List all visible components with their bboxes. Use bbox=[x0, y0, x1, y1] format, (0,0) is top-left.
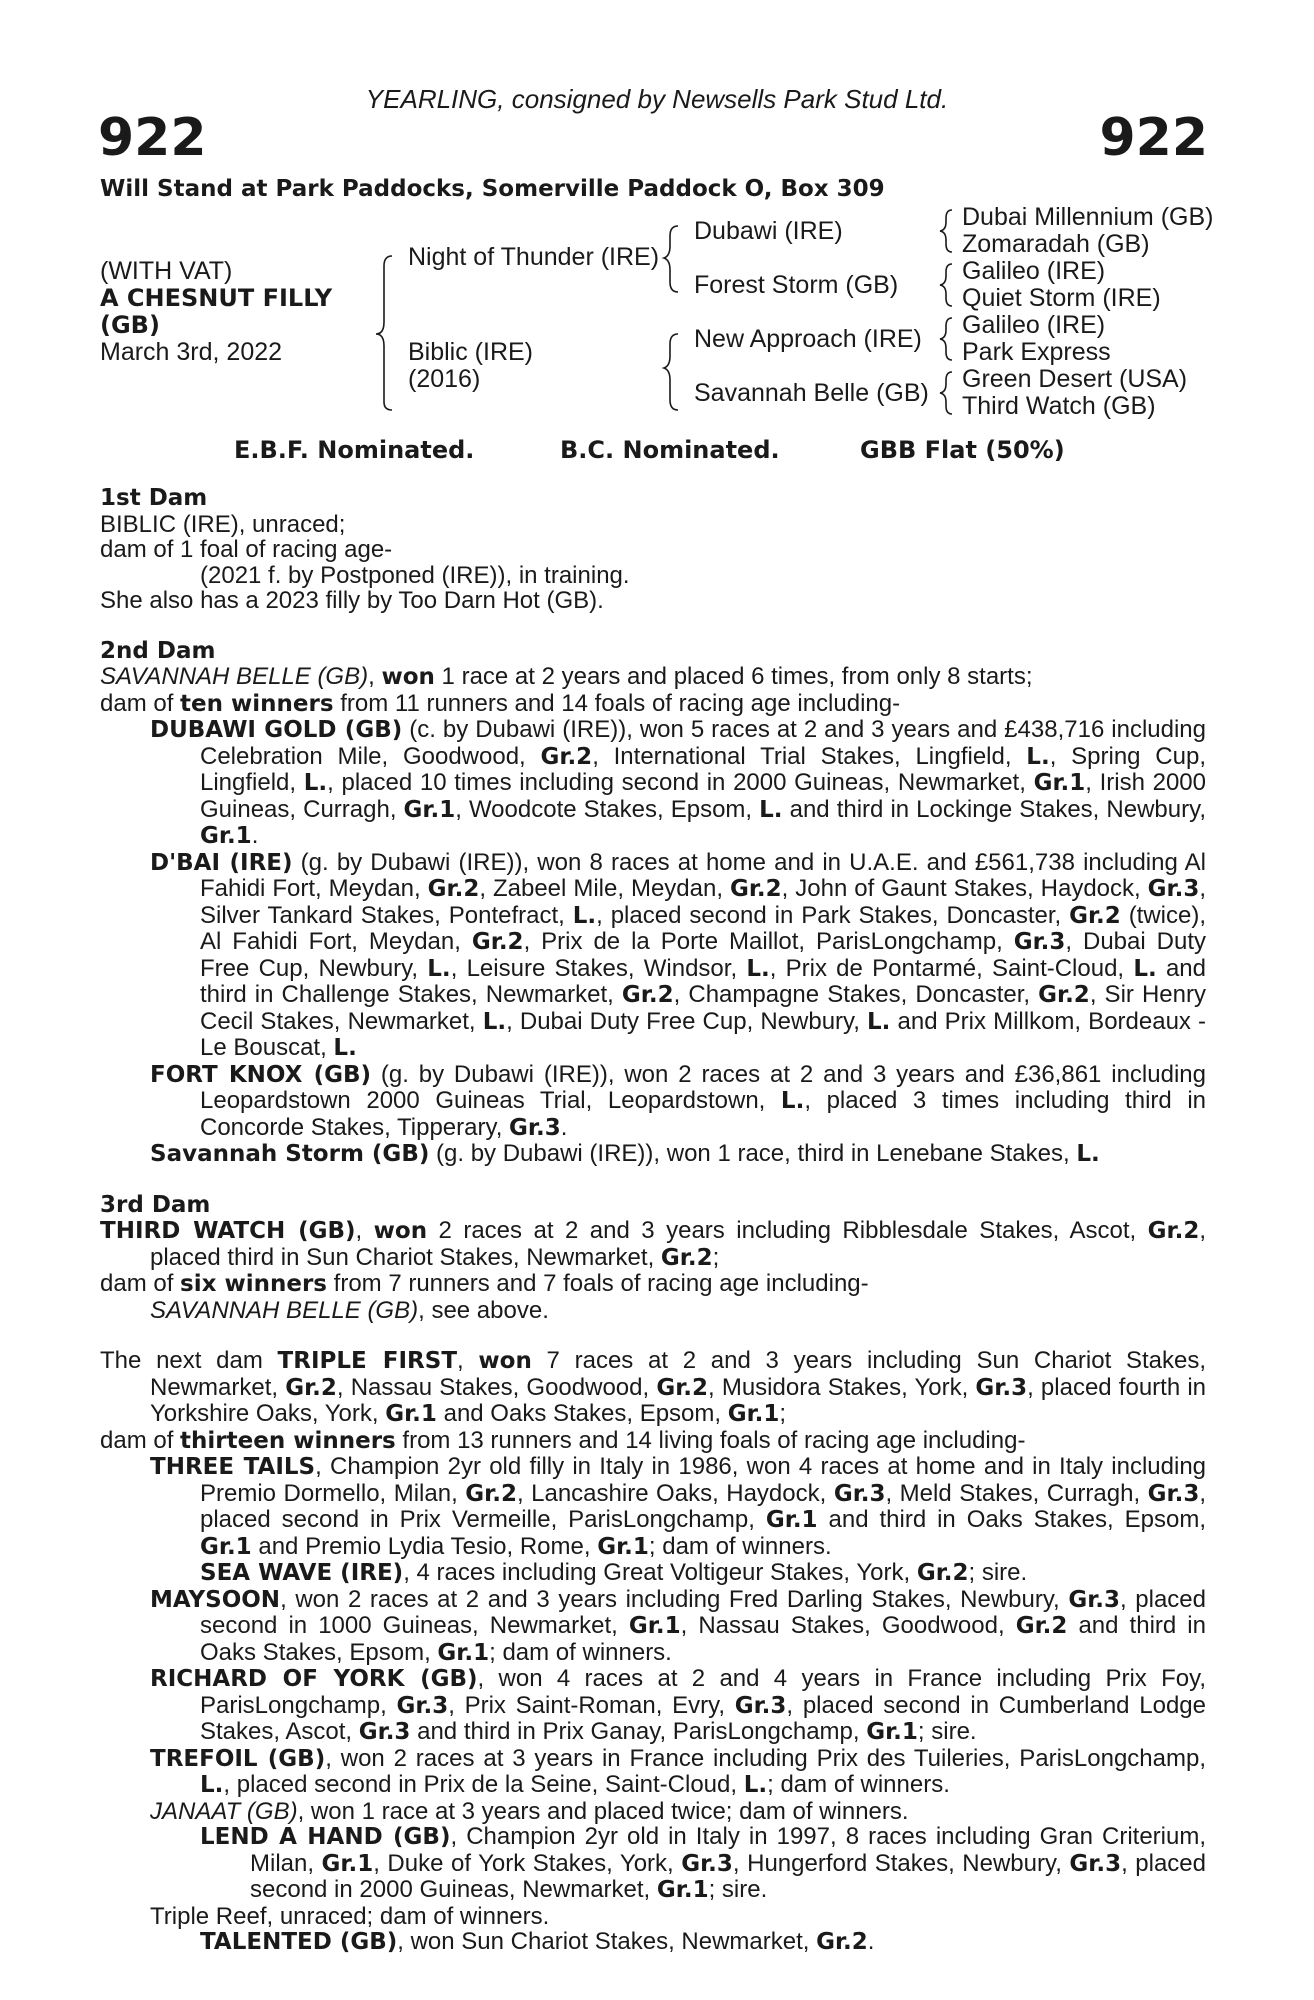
bold-text: THIRD WATCH (GB) bbox=[100, 1218, 356, 1244]
text-run: , Silver Tankard Stakes, Pontefract, bbox=[200, 875, 1207, 929]
bold-text: L. bbox=[1076, 1141, 1100, 1167]
bold-text: Gr.3 bbox=[358, 1719, 411, 1745]
text-run: ; dam of winners. bbox=[489, 1638, 672, 1666]
text-run: ; sire. bbox=[968, 1559, 1028, 1586]
bold-text: L. bbox=[303, 770, 328, 796]
text-run: , Prix de la Porte Maillot, ParisLongchamp, bbox=[523, 928, 1014, 955]
bold-text: 2nd Dam bbox=[100, 637, 216, 664]
bold-text: won bbox=[373, 1218, 428, 1244]
italic-text: SAVANNAH BELLE (GB) bbox=[150, 1296, 419, 1324]
text-run: , Nassau Stakes, Goodwood, bbox=[336, 1373, 657, 1401]
text-run: , placed second in Park Stakes, Doncaster, bbox=[596, 901, 1070, 929]
bold-text: Gr.1 bbox=[200, 823, 252, 849]
text-run: . bbox=[867, 1928, 875, 1955]
lot-number-left: 922 bbox=[98, 108, 207, 168]
text-run: 7 races at 2 and 3 years including Sun Chariot Stakes, Newmarket, bbox=[150, 1347, 1206, 1401]
bold-text: L. bbox=[780, 1088, 805, 1114]
text-run: , Prix Saint-Roman, Evry, bbox=[448, 1691, 735, 1719]
text-run: Triple Reef, unraced; dam of winners. bbox=[150, 1902, 550, 1930]
bold-text: TRIPLE FIRST bbox=[277, 1348, 458, 1374]
text-run: and Premio Lydia Tesio, Rome, bbox=[251, 1532, 598, 1560]
bold-text: Gr.1 bbox=[628, 1613, 681, 1639]
family-paragraph bbox=[100, 1454, 1206, 1560]
bold-text: RICHARD OF YORK (GB) bbox=[150, 1666, 478, 1692]
bold-text: TALENTED (GB) bbox=[200, 1929, 398, 1955]
text-run: and third in Prix Ganay, ParisLongchamp, bbox=[410, 1718, 867, 1745]
text-run: , bbox=[457, 1347, 479, 1374]
bold-text: Gr.3 bbox=[975, 1374, 1028, 1401]
text-run: (g. by Dubawi (IRE)), won 2 races at 2 and 3 years and £36,861 including Leopardstown 2000 Guineas Trial, Leopardstown, bbox=[200, 1060, 1206, 1114]
text-run: , Meld Stakes, Curragh, bbox=[885, 1479, 1148, 1507]
pedigree-dam: Biblic (IRE) bbox=[408, 338, 534, 366]
bold-text: Gr.1 bbox=[1033, 770, 1086, 796]
italic-text: SAVANNAH BELLE (GB) bbox=[100, 663, 369, 690]
bold-text: LEND A HAND (GB) bbox=[200, 1824, 451, 1850]
text-run: dam of 1 foal of racing age- bbox=[100, 536, 393, 563]
text-run: and third in Oaks Stakes, Epsom, bbox=[200, 1612, 1206, 1666]
bold-text: Gr.1 bbox=[385, 1401, 437, 1427]
text-run: dam of bbox=[100, 689, 181, 717]
bold-text: Gr.1 bbox=[597, 1533, 649, 1560]
text-run: , see above. bbox=[418, 1296, 549, 1324]
text-run: . bbox=[251, 822, 259, 849]
text-run: , Sir Henry Cecil Stakes, Newmarket, bbox=[200, 981, 1206, 1035]
nomination-bc: B.C. Nominated. bbox=[560, 436, 780, 464]
bold-text: Gr.3 bbox=[1013, 929, 1066, 955]
text-run: , placed second in 1000 Guineas, Newmarket, bbox=[200, 1585, 1207, 1639]
horse-dob: March 3rd, 2022 bbox=[100, 338, 283, 366]
family-paragraph bbox=[100, 1929, 1206, 1956]
pedigree-dd-dam: Third Watch (GB) bbox=[962, 392, 1156, 420]
bold-text: Gr.1 bbox=[403, 796, 456, 823]
text-run: , placed second in Cumberland Lodge Stakes, Ascot, bbox=[200, 1691, 1206, 1745]
section-heading bbox=[100, 486, 1206, 512]
pedigree-dam-dam: Savannah Belle (GB) bbox=[694, 379, 929, 407]
section-heading bbox=[100, 1193, 1206, 1219]
family-paragraph bbox=[100, 1587, 1206, 1667]
text-run: , 4 races including Great Voltigeur Stakes, York, bbox=[403, 1559, 917, 1586]
family-paragraph bbox=[100, 1141, 1206, 1168]
nomination-ebf: E.B.F. Nominated. bbox=[234, 436, 475, 464]
text-run: , placed second in 2000 Guineas, Newmarket, bbox=[250, 1849, 1206, 1903]
text-run: (g. by Dubawi (IRE)), won 8 races at home and in U.A.E. and £561,738 including Al Fahidi Fort, Meydan, bbox=[200, 848, 1206, 902]
text-run: , Woodcote Stakes, Epsom, bbox=[455, 795, 760, 823]
text-run: BIBLIC (IRE), unraced; bbox=[100, 510, 346, 538]
family-paragraph bbox=[100, 1062, 1206, 1142]
family-paragraph bbox=[100, 1904, 1206, 1930]
section-heading bbox=[100, 639, 1206, 665]
bold-text: Gr.1 bbox=[200, 1533, 252, 1560]
family-paragraph bbox=[100, 1298, 1206, 1324]
text-run: , International Trial Stakes, Lingfield, bbox=[592, 742, 1027, 770]
family-paragraph bbox=[100, 1271, 1206, 1298]
text-run: (2021 f. by Postponed (IRE)), in training. bbox=[200, 561, 630, 589]
text-run: , bbox=[368, 663, 382, 690]
family-paragraph bbox=[100, 1428, 1206, 1455]
text-run: , Nassau Stakes, Goodwood, bbox=[680, 1612, 1016, 1639]
bold-text: DUBAWI GOLD (GB) bbox=[150, 717, 403, 743]
bold-text: L. bbox=[1133, 955, 1157, 982]
bold-text: won bbox=[381, 664, 435, 690]
family-paragraph bbox=[100, 1799, 1206, 1825]
text-run: ; dam of winners. bbox=[648, 1532, 832, 1560]
bold-text: thirteen winners bbox=[180, 1427, 396, 1454]
consignor-line: YEARLING, consigned by Newsells Park Stud Ltd. bbox=[365, 84, 949, 114]
bold-text: L. bbox=[759, 796, 783, 823]
text-run: , Dubai Duty Free Cup, Newbury, bbox=[506, 1007, 868, 1035]
text-run: , Prix de Pontarmé, Saint-Cloud, bbox=[769, 954, 1134, 982]
pedigree-sire-dam: Forest Storm (GB) bbox=[694, 271, 899, 299]
family-paragraph bbox=[100, 1348, 1206, 1428]
bold-text: 3rd Dam bbox=[100, 1191, 211, 1218]
vat-label: (WITH VAT) bbox=[100, 257, 233, 285]
pedigree-dam-sire: New Approach (IRE) bbox=[694, 325, 922, 353]
bold-text: Gr.3 bbox=[1069, 1850, 1122, 1877]
stand-location: Will Stand at Park Paddocks, Somerville Paddock O, Box 309 bbox=[100, 176, 885, 202]
pedigree-sd-dam: Quiet Storm (IRE) bbox=[962, 284, 1161, 312]
text-run: 2 races at 2 and 3 years including Ribblesdale Stakes, Ascot, bbox=[427, 1217, 1148, 1244]
text-run: from 13 runners and 14 living foals of racing age including- bbox=[395, 1426, 1026, 1454]
text-run: , Hungerford Stakes, Newbury, bbox=[732, 1849, 1070, 1877]
text-run: , won 2 races at 2 and 3 years including Fred Darling Stakes, Newbury, bbox=[280, 1585, 1069, 1613]
bold-text: Gr.2 bbox=[1069, 902, 1121, 929]
pedigree-sire: Night of Thunder (IRE) bbox=[408, 243, 660, 271]
text-run: and third in Lockinge Stakes, Newbury, bbox=[782, 795, 1206, 823]
bold-text: Gr.3 bbox=[833, 1480, 886, 1507]
bold-text: L. bbox=[746, 955, 770, 982]
bold-text: Gr.1 bbox=[727, 1401, 780, 1427]
pedigree-ss-sire: Dubai Millennium (GB) bbox=[962, 203, 1214, 231]
text-run: , won 2 races at 3 years in France including Prix des Tuileries, ParisLongchamp, bbox=[325, 1744, 1206, 1772]
bold-text: Gr.2 bbox=[1038, 982, 1090, 1008]
text-run: (g. by Dubawi (IRE)), won 1 race, third in Lenebane Stakes, bbox=[429, 1140, 1077, 1167]
text-run: , placed second in Prix de la Seine, Saint-Cloud, bbox=[223, 1771, 744, 1798]
pedigree-ds-dam: Park Express bbox=[962, 338, 1111, 366]
text-run: , Dubai Duty Free Cup, Newbury, bbox=[200, 928, 1206, 982]
bold-text: Savannah Storm (GB) bbox=[150, 1141, 430, 1167]
bold-text: L. bbox=[482, 1008, 507, 1035]
horse-name: A CHESNUT FILLY bbox=[100, 284, 333, 312]
horse-origin: (GB) bbox=[100, 311, 160, 339]
bold-text: Gr.1 bbox=[656, 1877, 709, 1903]
bold-text: Gr.2 bbox=[285, 1374, 337, 1401]
text-run: 1 race at 2 years and placed 6 times, from only 8 starts; bbox=[434, 663, 1033, 690]
pedigree-brackets bbox=[0, 0, 1314, 440]
family-paragraph bbox=[100, 664, 1206, 691]
family-details bbox=[100, 486, 1206, 1956]
family-paragraph bbox=[100, 537, 1206, 563]
text-run: ; sire. bbox=[708, 1876, 768, 1903]
family-paragraph bbox=[100, 1560, 1206, 1587]
pedigree-ss-dam: Zomaradah (GB) bbox=[962, 230, 1150, 258]
family-paragraph bbox=[100, 1824, 1206, 1904]
text-run: and third in Challenge Stakes, Newmarket, bbox=[200, 954, 1206, 1008]
pedigree-sd-sire: Galileo (IRE) bbox=[962, 257, 1106, 285]
text-run: , placed fourth in Yorkshire Oaks, York, bbox=[150, 1373, 1207, 1427]
bold-text: L. bbox=[427, 955, 451, 982]
bold-text: Gr.2 bbox=[1015, 1613, 1068, 1639]
bold-text: Gr.3 bbox=[681, 1850, 733, 1877]
bold-text: Gr.2 bbox=[816, 1929, 868, 1955]
bold-text: Gr.3 bbox=[396, 1692, 449, 1719]
text-run: , placed second in Prix Vermeille, ParisLongchamp, bbox=[200, 1479, 1207, 1533]
bold-text: TREFOIL (GB) bbox=[150, 1745, 326, 1772]
family-paragraph bbox=[100, 850, 1206, 1062]
bold-text: Gr.3 bbox=[1068, 1586, 1121, 1613]
family-paragraph bbox=[100, 1666, 1206, 1746]
bold-text: Gr.2 bbox=[471, 929, 524, 955]
bold-text: L. bbox=[743, 1772, 768, 1798]
text-run: , Champagne Stakes, Doncaster, bbox=[673, 981, 1039, 1008]
pedigree-ds-sire: Galileo (IRE) bbox=[962, 311, 1106, 339]
text-run: , John of Gaunt Stakes, Haydock, bbox=[781, 875, 1148, 902]
text-run: , placed 3 times including third in Concorde Stakes, Tipperary, bbox=[200, 1087, 1207, 1141]
bold-text: L. bbox=[333, 1035, 357, 1061]
bold-text: L. bbox=[867, 1008, 891, 1035]
family-paragraph bbox=[100, 1218, 1206, 1271]
bold-text: won bbox=[478, 1348, 532, 1374]
text-run: and Oaks Stakes, Epsom, bbox=[436, 1400, 728, 1427]
pedigree-sire-sire: Dubawi (IRE) bbox=[694, 217, 843, 245]
bold-text: Gr.2 bbox=[729, 876, 782, 902]
text-run: , placed 10 times including second in 2000 Guineas, Newmarket, bbox=[327, 769, 1034, 796]
text-run: , Duke of York Stakes, York, bbox=[373, 1849, 682, 1877]
text-run: , Zabeel Mile, Meydan, bbox=[479, 875, 730, 902]
text-run: ; sire. bbox=[917, 1718, 977, 1745]
text-run: , placed third in Sun Chariot Stakes, Newmarket, bbox=[150, 1217, 1206, 1271]
bold-text: FORT KNOX (GB) bbox=[150, 1061, 371, 1088]
bold-text: Gr.3 bbox=[1147, 876, 1200, 902]
bold-text: MAYSOON bbox=[150, 1586, 281, 1613]
bold-text: Gr.3 bbox=[509, 1114, 561, 1141]
bold-text: ten winners bbox=[180, 690, 334, 717]
text-run: and Prix Millkom, Bordeaux - Le Bouscat, bbox=[200, 1007, 1207, 1061]
text-run: (c. by Dubawi (IRE)), won 5 races at 2 and 3 years and £438,716 including Celebration Mile, Goodwood, bbox=[200, 716, 1206, 770]
family-paragraph bbox=[100, 717, 1206, 850]
bold-text: Gr.2 bbox=[427, 876, 480, 902]
nomination-gbb: GBB Flat (50%) bbox=[860, 436, 1065, 464]
bold-text: Gr.2 bbox=[1147, 1218, 1200, 1244]
bold-text: Gr.2 bbox=[916, 1560, 969, 1586]
family-paragraph bbox=[100, 512, 1206, 538]
pedigree-dam-year: (2016) bbox=[408, 365, 481, 393]
bold-text: Gr.2 bbox=[465, 1480, 517, 1507]
lot-number-right: 922 bbox=[1099, 108, 1208, 168]
text-run: ; bbox=[712, 1243, 720, 1271]
text-run: dam of bbox=[100, 1426, 181, 1454]
text-run: The next dam bbox=[100, 1347, 278, 1374]
bold-text: Gr.2 bbox=[660, 1244, 713, 1271]
bold-text: Gr.3 bbox=[734, 1692, 787, 1719]
text-run: , Lancashire Oaks, Haydock, bbox=[516, 1479, 834, 1507]
text-run: ; dam of winners. bbox=[767, 1771, 950, 1798]
bold-text: THREE TAILS bbox=[150, 1454, 316, 1480]
text-run: , won Sun Chariot Stakes, Newmarket, bbox=[397, 1928, 817, 1955]
text-run: (twice), Al Fahidi Fort, Meydan, bbox=[200, 901, 1207, 955]
text-run: She also has a 2023 filly by Too Darn Hot (GB). bbox=[100, 587, 604, 614]
family-paragraph bbox=[100, 588, 1206, 614]
text-run: ; bbox=[779, 1400, 787, 1427]
family-paragraph bbox=[100, 691, 1206, 718]
text-run: from 7 runners and 7 foals of racing age including- bbox=[326, 1270, 869, 1297]
text-run: , won 1 race at 3 years and placed twice; dam of winners. bbox=[297, 1797, 909, 1825]
bold-text: six winners bbox=[180, 1271, 327, 1297]
text-run: , Champion 2yr old filly in Italy in 1986, won 4 races at home and in Italy including Premio Dormello, Milan, bbox=[200, 1453, 1207, 1507]
text-run: , bbox=[355, 1217, 374, 1244]
text-run: , won 4 races at 2 and 4 years in France including Prix Foy, ParisLongchamp, bbox=[200, 1665, 1206, 1719]
bold-text: L. bbox=[1026, 743, 1050, 770]
bold-text: Gr.2 bbox=[656, 1374, 709, 1401]
text-run: , Leisure Stakes, Windsor, bbox=[450, 954, 747, 982]
text-run: , Spring Cup, Lingfield, bbox=[200, 742, 1206, 796]
text-run: , Irish 2000 Guineas, Curragh, bbox=[200, 769, 1207, 823]
bold-text: Gr.1 bbox=[437, 1639, 490, 1666]
text-run: , Champion 2yr old in Italy in 1997, 8 races including Gran Criterium, Milan, bbox=[250, 1823, 1206, 1877]
bold-text: Gr.3 bbox=[1147, 1480, 1200, 1507]
text-run: , Musidora Stakes, York, bbox=[708, 1373, 976, 1401]
bold-text: SEA WAVE (IRE) bbox=[200, 1560, 404, 1586]
pedigree-dd-sire: Green Desert (USA) bbox=[962, 365, 1188, 393]
bold-text: D'BAI (IRE) bbox=[150, 849, 293, 876]
family-paragraph bbox=[100, 1746, 1206, 1799]
bold-text: L. bbox=[572, 902, 597, 929]
italic-text: JANAAT (GB) bbox=[150, 1797, 298, 1825]
family-paragraph bbox=[100, 563, 1206, 589]
bold-text: Gr.2 bbox=[621, 982, 674, 1008]
bold-text: Gr.1 bbox=[321, 1850, 374, 1877]
text-run: dam of bbox=[100, 1270, 181, 1297]
text-run: and third in Oaks Stakes, Epsom, bbox=[817, 1506, 1206, 1533]
text-run: from 11 runners and 14 foals of racing age including- bbox=[333, 689, 901, 717]
bold-text: 1st Dam bbox=[100, 485, 208, 511]
text-run: . bbox=[560, 1113, 568, 1141]
bold-text: Gr.1 bbox=[866, 1719, 918, 1745]
bold-text: Gr.1 bbox=[765, 1507, 818, 1533]
bold-text: L. bbox=[200, 1772, 224, 1798]
bold-text: Gr.2 bbox=[540, 743, 593, 770]
